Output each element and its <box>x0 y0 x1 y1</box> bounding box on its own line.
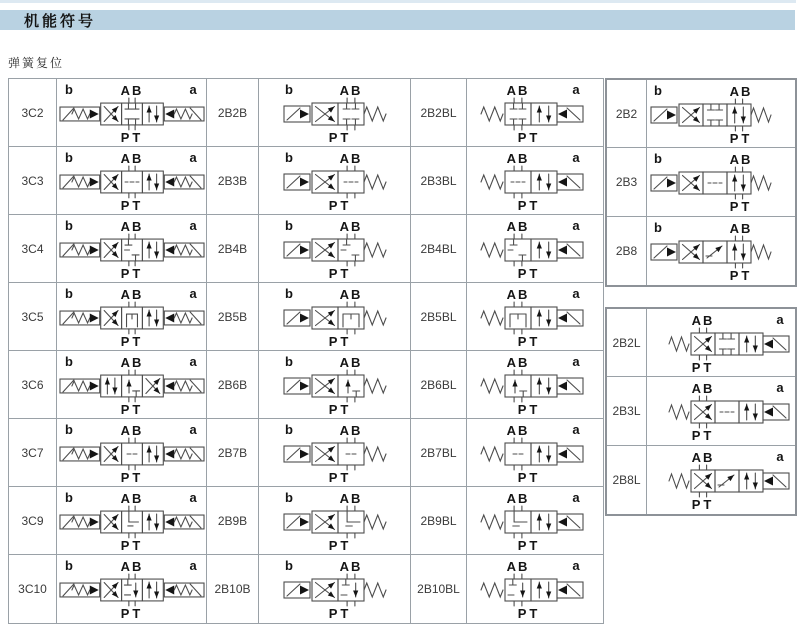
svg-text:AB: AB <box>339 218 362 234</box>
model-code: 2B3B <box>217 173 248 188</box>
svg-text:PT: PT <box>120 265 144 281</box>
svg-text:a: a <box>572 421 582 437</box>
valve-symbol-2B2L <box>647 309 795 377</box>
svg-text:PT: PT <box>328 197 351 213</box>
valve-symbol-2B2 <box>647 80 795 148</box>
model-code: 3C4 <box>21 241 44 256</box>
model-code: 2B7B <box>217 445 248 460</box>
valve-symbol-2B8L <box>647 446 795 514</box>
svg-text:b: b <box>284 285 295 301</box>
svg-text:a: a <box>776 311 786 327</box>
model-label <box>607 309 647 377</box>
model-label <box>207 555 259 623</box>
model-label <box>9 215 57 283</box>
svg-text:PT: PT <box>691 496 715 512</box>
model-code: 3C3 <box>21 173 44 188</box>
model-label <box>207 79 259 147</box>
svg-text:b: b <box>284 149 295 165</box>
valve-symbol-3C6 <box>57 351 207 419</box>
svg-text:PT: PT <box>729 130 753 146</box>
model-code: 2B5B <box>217 309 248 324</box>
model-code: 2B3 <box>615 174 638 189</box>
top-accent-line <box>0 0 796 3</box>
valve-schematic-icon <box>467 557 603 621</box>
valve-schematic-icon <box>467 285 603 349</box>
valve-symbol-2B4BL <box>467 215 603 283</box>
valve-symbol-3C3 <box>57 147 207 215</box>
valve-symbol-3C10 <box>57 555 207 623</box>
model-code: 3C5 <box>21 309 44 324</box>
model-code: 2B6B <box>217 377 248 392</box>
model-label <box>9 283 57 351</box>
valve-symbol-2B3 <box>647 148 795 216</box>
page-title: 机能符号 <box>24 12 97 30</box>
model-label <box>607 446 647 514</box>
svg-text:AB: AB <box>120 422 144 438</box>
svg-text:b: b <box>64 285 75 301</box>
valve-symbols-table <box>8 78 604 624</box>
valve-schematic-icon <box>57 285 206 349</box>
model-label <box>207 487 259 555</box>
valve-schematic-icon <box>467 421 603 485</box>
svg-text:b: b <box>284 217 295 233</box>
svg-text:a: a <box>776 379 786 395</box>
valve-schematic-icon <box>467 149 603 213</box>
svg-text:a: a <box>572 81 582 97</box>
svg-text:b: b <box>284 421 295 437</box>
svg-text:AB: AB <box>120 286 144 302</box>
model-label <box>9 351 57 419</box>
svg-text:PT: PT <box>120 333 144 349</box>
valve-symbol-3C2 <box>57 79 207 147</box>
svg-text:b: b <box>654 82 664 98</box>
valve-schematic-icon <box>57 149 206 213</box>
svg-text:AB: AB <box>691 380 715 396</box>
svg-text:AB: AB <box>506 422 530 438</box>
model-code: 2B7BL <box>420 445 457 460</box>
svg-text:PT: PT <box>517 469 541 485</box>
svg-text:AB: AB <box>120 490 144 506</box>
valve-schematic-icon <box>467 81 603 145</box>
model-label <box>411 487 467 555</box>
svg-text:AB: AB <box>120 218 144 234</box>
svg-text:b: b <box>654 150 664 166</box>
model-code: 2B8L <box>612 472 641 487</box>
svg-text:PT: PT <box>328 333 351 349</box>
model-label <box>207 351 259 419</box>
model-code: 2B2L <box>612 335 641 350</box>
svg-text:b: b <box>284 489 295 505</box>
valve-symbol-2B10B <box>259 555 411 623</box>
model-label <box>607 80 647 148</box>
valve-schematic-icon <box>647 82 795 146</box>
model-label <box>207 419 259 487</box>
svg-text:a: a <box>189 285 199 301</box>
svg-text:PT: PT <box>328 401 351 417</box>
model-label <box>607 377 647 445</box>
model-label <box>411 555 467 623</box>
valve-symbol-2B7BL <box>467 419 603 487</box>
svg-text:PT: PT <box>328 265 351 281</box>
valve-schematic-icon <box>57 557 206 621</box>
svg-text:AB: AB <box>691 449 715 465</box>
svg-text:AB: AB <box>729 83 753 99</box>
svg-text:b: b <box>64 421 75 437</box>
svg-text:PT: PT <box>729 198 753 214</box>
model-label <box>607 217 647 285</box>
model-code: 2B9BL <box>420 513 457 528</box>
model-label <box>207 215 259 283</box>
model-label <box>207 147 259 215</box>
model-code: 3C10 <box>18 582 47 596</box>
model-label <box>9 419 57 487</box>
valve-schematic-icon <box>467 489 603 553</box>
model-code: 3C7 <box>21 445 44 460</box>
svg-text:AB: AB <box>506 218 530 234</box>
svg-text:AB: AB <box>506 150 530 166</box>
valve-symbol-2B2B <box>259 79 411 147</box>
valve-symbol-3C5 <box>57 283 207 351</box>
model-label <box>411 79 467 147</box>
svg-text:b: b <box>654 219 664 235</box>
svg-text:AB: AB <box>729 151 753 167</box>
model-label <box>207 283 259 351</box>
svg-text:b: b <box>64 558 75 574</box>
panel-2b-series <box>605 78 797 287</box>
svg-text:AB: AB <box>506 490 530 506</box>
svg-text:b: b <box>64 81 75 97</box>
subtitle-spring-return: 弹簧复位 <box>8 56 65 70</box>
model-code: 2B8 <box>615 243 638 258</box>
model-code: 2B9B <box>217 513 248 528</box>
valve-symbol-3C4 <box>57 215 207 283</box>
svg-text:AB: AB <box>339 286 362 302</box>
valve-symbol-2B5B <box>259 283 411 351</box>
model-code: 2B5BL <box>420 309 457 324</box>
svg-text:PT: PT <box>517 129 541 145</box>
model-code: 2B3BL <box>420 173 457 188</box>
model-label <box>411 215 467 283</box>
svg-text:b: b <box>64 217 75 233</box>
svg-text:a: a <box>572 558 582 573</box>
svg-text:b: b <box>64 353 75 369</box>
model-code: 2B4BL <box>420 241 457 256</box>
svg-text:a: a <box>776 448 786 464</box>
model-code: 2B2 <box>615 106 638 121</box>
svg-text:AB: AB <box>120 150 144 166</box>
valve-schematic-icon <box>647 219 795 283</box>
svg-text:PT: PT <box>517 537 541 553</box>
valve-symbol-2B7B <box>259 419 411 487</box>
svg-text:a: a <box>572 149 582 165</box>
valve-schematic-icon <box>647 311 795 375</box>
valve-symbol-2B3B <box>259 147 411 215</box>
model-code: 3C9 <box>21 513 44 528</box>
svg-text:PT: PT <box>517 197 541 213</box>
valve-schematic-icon <box>467 353 603 417</box>
model-label <box>411 283 467 351</box>
model-label <box>9 555 57 623</box>
svg-text:a: a <box>572 285 582 301</box>
valve-schematic-icon <box>260 285 410 349</box>
valve-symbol-2B4B <box>259 215 411 283</box>
model-code: 2B4B <box>217 241 248 256</box>
valve-symbol-2B2BL <box>467 79 603 147</box>
svg-text:AB: AB <box>339 150 362 166</box>
svg-text:PT: PT <box>517 333 541 349</box>
svg-text:PT: PT <box>120 537 144 553</box>
svg-text:b: b <box>64 149 75 165</box>
model-code: 3C6 <box>21 377 44 392</box>
valve-schematic-icon <box>57 217 206 281</box>
valve-symbol-2B8 <box>647 217 795 285</box>
svg-text:AB: AB <box>339 559 362 574</box>
svg-text:a: a <box>189 217 199 233</box>
svg-text:b: b <box>284 81 295 97</box>
valve-symbol-2B10BL <box>467 555 603 623</box>
valve-symbol-2B3BL <box>467 147 603 215</box>
valve-symbol-3C9 <box>57 487 207 555</box>
svg-text:PT: PT <box>691 427 715 443</box>
valve-schematic-icon <box>260 489 410 553</box>
svg-text:AB: AB <box>729 220 753 236</box>
valve-schematic-icon <box>260 217 410 281</box>
valve-symbol-3C7 <box>57 419 207 487</box>
svg-text:PT: PT <box>120 605 144 621</box>
svg-text:PT: PT <box>517 401 541 417</box>
valve-schematic-icon <box>57 81 206 145</box>
svg-text:b: b <box>64 489 75 505</box>
svg-text:PT: PT <box>120 129 144 145</box>
valve-schematic-icon <box>260 421 410 485</box>
svg-text:a: a <box>189 558 199 574</box>
valve-symbol-2B9B <box>259 487 411 555</box>
model-code: 2B2BL <box>420 105 457 120</box>
valve-schematic-icon <box>57 353 206 417</box>
model-code: 2B10BL <box>417 582 460 596</box>
model-label <box>411 351 467 419</box>
section-header-bar <box>0 10 795 30</box>
svg-text:b: b <box>284 353 295 369</box>
svg-text:AB: AB <box>506 82 530 98</box>
svg-text:a: a <box>572 489 582 505</box>
svg-text:a: a <box>572 217 582 233</box>
svg-text:PT: PT <box>729 267 753 283</box>
model-label <box>411 419 467 487</box>
valve-schematic-icon <box>647 448 795 512</box>
model-label <box>9 147 57 215</box>
svg-text:PT: PT <box>517 265 541 281</box>
model-label <box>9 487 57 555</box>
valve-schematic-icon <box>57 421 206 485</box>
svg-text:AB: AB <box>506 559 530 574</box>
model-code: 2B10B <box>214 582 251 596</box>
svg-text:a: a <box>189 421 199 437</box>
svg-text:AB: AB <box>506 286 530 302</box>
model-label <box>9 79 57 147</box>
svg-text:PT: PT <box>328 469 351 485</box>
svg-text:AB: AB <box>339 82 362 98</box>
valve-symbol-2B3L <box>647 377 795 445</box>
svg-text:AB: AB <box>120 559 144 575</box>
model-code: 2B3L <box>612 403 641 418</box>
svg-text:PT: PT <box>328 606 351 621</box>
svg-text:PT: PT <box>120 401 144 417</box>
valve-schematic-icon <box>647 379 795 443</box>
svg-text:PT: PT <box>120 197 144 213</box>
valve-symbol-2B9BL <box>467 487 603 555</box>
svg-text:PT: PT <box>328 129 351 145</box>
svg-text:a: a <box>189 489 199 505</box>
svg-text:AB: AB <box>506 354 530 370</box>
svg-text:PT: PT <box>517 606 541 621</box>
svg-text:a: a <box>572 353 582 369</box>
model-code: 2B6BL <box>420 377 457 392</box>
svg-text:AB: AB <box>339 422 362 438</box>
valve-schematic-icon <box>57 489 206 553</box>
svg-text:b: b <box>284 558 295 573</box>
valve-schematic-icon <box>260 353 410 417</box>
valve-symbol-2B6B <box>259 351 411 419</box>
svg-text:a: a <box>189 149 199 165</box>
svg-text:PT: PT <box>120 469 144 485</box>
valve-schematic-icon <box>260 149 410 213</box>
valve-symbol-2B6BL <box>467 351 603 419</box>
valve-schematic-icon <box>467 217 603 281</box>
valve-symbol-2B5BL <box>467 283 603 351</box>
panel-2bl-series <box>605 307 797 516</box>
svg-text:PT: PT <box>328 537 351 553</box>
model-code: 3C2 <box>21 105 44 120</box>
svg-text:AB: AB <box>339 490 362 506</box>
valve-schematic-icon <box>260 557 410 621</box>
model-label <box>411 147 467 215</box>
valve-schematic-icon <box>647 150 795 214</box>
svg-text:AB: AB <box>120 82 144 98</box>
svg-text:AB: AB <box>691 312 715 328</box>
model-code: 2B2B <box>217 105 248 120</box>
svg-text:a: a <box>189 353 199 369</box>
svg-text:a: a <box>189 81 199 97</box>
svg-text:AB: AB <box>339 354 362 370</box>
svg-text:PT: PT <box>691 359 715 375</box>
model-label <box>607 148 647 216</box>
valve-schematic-icon <box>260 81 410 145</box>
svg-text:AB: AB <box>120 354 144 370</box>
